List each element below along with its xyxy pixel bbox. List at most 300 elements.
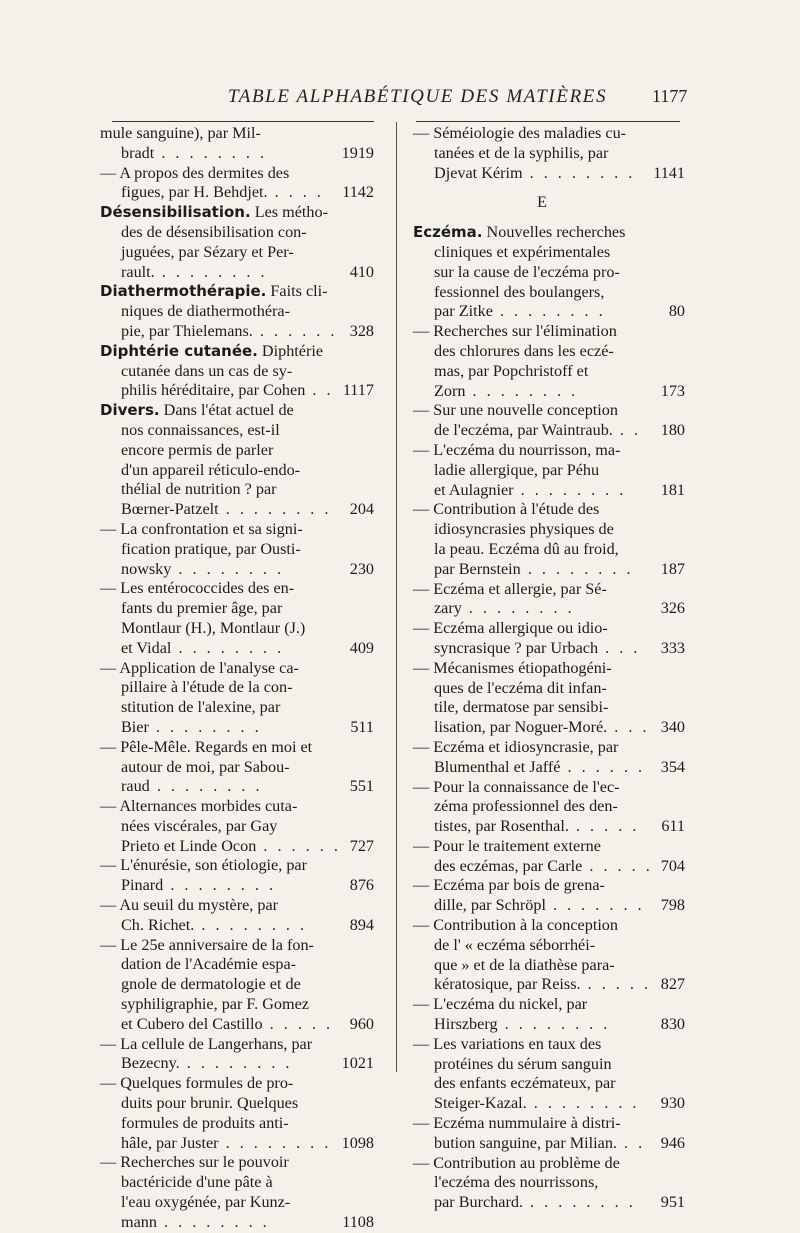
index-entry	[413, 322, 683, 401]
leader-dots: . . . . . . . .	[149, 777, 263, 796]
entry-text: que » et de la diathèse para-	[434, 955, 615, 974]
entry-line	[100, 1015, 372, 1035]
leader-dots: . . . . . . . .	[171, 638, 285, 657]
entry-text: des eczémas, par Carle	[434, 856, 583, 875]
entry-line	[413, 243, 683, 263]
entry-text: figues, par H. Behdjet.	[121, 183, 268, 202]
entry-first-line	[413, 1154, 683, 1174]
entry-line	[100, 500, 372, 520]
entry-text: syncrasique ? par Urbach	[434, 638, 599, 657]
entry-line	[100, 1213, 372, 1233]
entry-page-number: 1142	[342, 183, 374, 202]
index-entry	[413, 223, 683, 322]
entry-text: et Aulagnier	[434, 480, 514, 499]
entry-text: stitution de l'alexine, par	[121, 698, 281, 717]
leader-dots: . . . . . . . .	[156, 1212, 270, 1231]
leader-dots: . . . . . .	[256, 836, 341, 855]
entry-text: Faits cli-	[270, 282, 328, 301]
index-entry	[413, 659, 683, 738]
leader-dots: . . . . . . . .	[523, 1193, 636, 1212]
entry-first-line	[100, 124, 372, 144]
entry-first-line	[100, 1074, 372, 1094]
leader-dots: . . . . . .	[252, 321, 338, 340]
entry-line	[413, 599, 683, 619]
entry-line	[100, 441, 372, 461]
entry-text: duits pour brunir. Quelques	[121, 1094, 299, 1113]
entry-text: gnole de dermatologie et de	[121, 975, 301, 994]
entry-first-line	[100, 856, 372, 876]
entry-text: Montlaur (H.), Montlaur (J.)	[121, 618, 306, 637]
entry-page-number: 611	[661, 817, 685, 836]
entry-text: Diphtérie	[261, 341, 324, 360]
leader-dots: . . . . . . . .	[163, 876, 277, 895]
entry-line	[100, 560, 372, 580]
entry-line	[413, 679, 683, 699]
entry-line	[100, 758, 372, 778]
entry-text: — Contribution à la conception	[413, 916, 618, 935]
entry-text: mann	[121, 1212, 157, 1231]
entry-page-number: 1919	[341, 143, 374, 162]
entry-text: dation de l'Académie espa-	[121, 955, 297, 974]
entry-text: tile, dermatose par sensibi-	[434, 698, 609, 717]
entry-page-number: 511	[350, 717, 374, 736]
entry-text: hâle, par Juster	[121, 1133, 219, 1152]
entry-first-line	[413, 778, 683, 798]
leader-dots: . . . . . .	[560, 757, 646, 776]
entry-line	[413, 1074, 683, 1094]
entry-first-line	[100, 738, 372, 758]
leader-dots: . . . . . . . .	[526, 1094, 640, 1113]
entry-line	[413, 698, 683, 718]
index-entry	[100, 579, 372, 658]
entry-text: Steiger-Kazal.	[434, 1094, 527, 1113]
entry-line	[413, 1015, 683, 1035]
entry-text: des chlorures dans les eczé-	[434, 341, 614, 360]
entry-line	[413, 817, 683, 837]
leader-dots: . . . . . . . .	[492, 302, 606, 321]
entry-first-line	[413, 223, 683, 243]
entry-line	[413, 936, 683, 956]
entry-text: — L'énurésie, son étiologie, par	[100, 856, 307, 875]
left-column	[100, 124, 372, 1233]
entry-text: — L'eczéma du nourrisson, ma-	[413, 440, 621, 459]
entry-first-line	[413, 619, 683, 639]
entry-text: tanées et de la syphilis, par	[434, 143, 609, 162]
entry-line	[413, 1055, 683, 1075]
entry-page-number: 1141	[653, 163, 685, 182]
right-column-main	[413, 223, 683, 1213]
entry-text: zary	[434, 599, 462, 618]
page-number: 1177	[652, 86, 688, 106]
entry-first-line	[413, 1035, 683, 1055]
entry-text: — Eczéma nummulaire à distri-	[413, 1114, 621, 1133]
entry-text: Dans l'état actuel de	[163, 401, 294, 420]
entry-line	[100, 1054, 372, 1074]
index-entry	[413, 401, 683, 441]
entry-line	[100, 698, 372, 718]
leader-dots: . . . . . . . .	[513, 480, 627, 499]
entry-line	[413, 1094, 683, 1114]
entry-text: Bezecny.	[121, 1054, 180, 1073]
entry-first-line	[100, 797, 372, 817]
entry-line	[413, 1193, 683, 1213]
entry-line	[413, 342, 683, 362]
column-divider	[396, 122, 397, 1072]
entry-page-number: 830	[660, 1015, 685, 1034]
entry-text: — Les entérococcides des en-	[100, 579, 295, 598]
entry-first-line	[413, 401, 683, 421]
entry-text: de l'eczéma, par Waintraub.	[434, 421, 613, 440]
entry-text: de l' « eczéma séborrhéi-	[434, 935, 596, 954]
leader-dots: . . . . . . . .	[194, 915, 308, 934]
entry-line	[413, 956, 683, 976]
leader-dots: . . . . . . . .	[179, 1054, 293, 1073]
entry-text: — Eczéma et idiosyncrasie, par	[413, 737, 619, 756]
entry-page-number: 187	[660, 559, 685, 578]
entry-first-line	[413, 322, 683, 342]
entry-first-line	[100, 282, 372, 302]
entry-first-line	[100, 896, 372, 916]
entry-page-number: 409	[349, 638, 374, 657]
entry-page-number: 326	[660, 599, 685, 618]
entry-text: Bier	[121, 717, 149, 736]
entry-line	[413, 362, 683, 382]
entry-text: raud	[121, 777, 150, 796]
entry-text: nowsky	[121, 559, 172, 578]
entry-text: pillaire à l'étude de la con-	[121, 678, 293, 697]
index-entry	[413, 441, 683, 500]
entry-line	[413, 481, 683, 501]
index-entry	[100, 936, 372, 1035]
entry-line	[100, 144, 372, 164]
index-entry	[413, 619, 683, 659]
entry-text: par Bernstein	[434, 559, 521, 578]
index-entry	[413, 995, 683, 1035]
index-entry	[413, 837, 683, 877]
index-entry	[100, 520, 372, 579]
entry-text: niques de diathermothéra-	[121, 302, 291, 321]
entry-line	[100, 995, 372, 1015]
entry-page-number: 410	[349, 262, 374, 281]
entry-line	[100, 243, 372, 263]
entry-line	[413, 560, 683, 580]
entry-line	[413, 144, 683, 164]
entry-text: — Les variations en taux des	[413, 1034, 602, 1053]
entry-keyword: Désensibilisation.	[100, 203, 251, 222]
index-entry	[413, 1154, 683, 1213]
entry-text: — Alternances morbides cuta-	[100, 797, 298, 816]
entry-line	[413, 302, 683, 322]
entry-line	[413, 797, 683, 817]
entry-page-number: 181	[660, 480, 685, 499]
header-rule-right	[416, 121, 680, 122]
entry-text: encore permis de parler	[121, 440, 274, 459]
entry-line	[100, 718, 372, 738]
entry-text: rault.	[121, 262, 155, 281]
entry-text: — Le 25e anniversaire de la fon-	[100, 935, 314, 954]
entry-text: kératosique, par Reiss.	[434, 975, 581, 994]
entry-first-line	[413, 1114, 683, 1134]
leader-dots: . . .	[607, 718, 650, 737]
entry-text: fication pratique, par Ousti-	[121, 539, 301, 558]
index-entry	[100, 797, 372, 856]
header-rule-left	[112, 121, 374, 122]
index-entry	[413, 916, 683, 995]
index-entry	[100, 282, 372, 341]
index-entry	[100, 738, 372, 797]
entry-keyword: Eczéma.	[413, 223, 483, 242]
leader-dots: . .	[305, 381, 334, 400]
entry-page-number: 1021	[341, 1054, 374, 1073]
index-entry	[413, 580, 683, 620]
entry-text: formules de produits anti-	[121, 1113, 289, 1132]
entry-line	[100, 916, 372, 936]
entry-text: cutanée dans un cas de sy-	[121, 361, 293, 380]
entry-first-line	[100, 164, 372, 184]
entry-text: — A propos des dermites des	[100, 163, 290, 182]
index-entry	[100, 1074, 372, 1153]
entry-line	[413, 461, 683, 481]
entry-text: — Eczéma par bois de grena-	[413, 876, 605, 895]
entry-text: Blumenthal et Jaffé	[434, 757, 561, 776]
entry-first-line	[100, 520, 372, 540]
entry-line	[413, 1173, 683, 1193]
entry-line	[413, 263, 683, 283]
entry-line	[413, 520, 683, 540]
leader-dots: . . .	[598, 638, 641, 657]
entry-text: — La confrontation et sa signi-	[100, 519, 303, 538]
entry-text: Bœrner-Patzelt	[121, 500, 219, 519]
entry-text: bution sanguine, par Milian.	[434, 1133, 617, 1152]
entry-page-number: 930	[660, 1094, 685, 1113]
entry-page-number: 173	[660, 381, 685, 400]
entry-text: Djevat Kérim	[434, 163, 523, 182]
entry-text: Prieto et Linde Ocon	[121, 836, 257, 855]
entry-text: — Application de l'analyse ca-	[100, 658, 299, 677]
index-entry	[100, 896, 372, 936]
leader-dots: . . . . . . . .	[218, 1133, 332, 1152]
entry-text: Ch. Richet.	[121, 915, 195, 934]
entry-text: zéma professionnel des den-	[434, 797, 618, 816]
right-column	[413, 124, 683, 1213]
entry-page-number: 340	[660, 718, 685, 737]
entry-text: — Pour le traitement externe	[413, 836, 601, 855]
entry-text: bactéricide d'une pâte à	[121, 1173, 273, 1192]
entry-first-line	[100, 579, 372, 599]
entry-page-number: 876	[349, 876, 374, 895]
entry-line	[100, 975, 372, 995]
entry-page-number: 827	[660, 975, 685, 994]
entry-line	[100, 837, 372, 857]
entry-text: lisation, par Noguer-Moré.	[434, 718, 608, 737]
leader-dots: . . . . . . . .	[465, 381, 579, 400]
leader-dots: . . . . . . . .	[171, 559, 285, 578]
entry-page-number: 1117	[342, 381, 374, 400]
entry-line	[413, 758, 683, 778]
entry-line	[100, 777, 372, 797]
index-entry	[413, 1035, 683, 1114]
entry-text: sur la cause de l'eczéma pro-	[434, 262, 620, 281]
entry-first-line	[413, 659, 683, 679]
entry-text: cliniques et expérimentales	[434, 242, 611, 261]
leader-dots: . . . . . . . .	[148, 717, 262, 736]
entry-page-number: 727	[349, 836, 374, 855]
entry-line	[413, 718, 683, 738]
page-header	[0, 86, 800, 116]
entry-first-line	[100, 1153, 372, 1173]
entry-first-line	[413, 876, 683, 896]
entry-text: bradt	[121, 143, 155, 162]
entry-page-number: 894	[349, 915, 374, 934]
entry-text: d'un appareil réticulo-endo-	[121, 460, 301, 479]
entry-line	[100, 876, 372, 896]
entry-text: et Cubero del Castillo	[121, 1014, 263, 1033]
entry-first-line	[413, 124, 683, 144]
index-entry	[100, 203, 372, 282]
entry-text: — Pour la connaissance de l'ec-	[413, 777, 620, 796]
entry-text: nos connaissances, est-il	[121, 420, 280, 439]
entry-text: ques de l'eczéma dit infan-	[434, 678, 607, 697]
entry-text: thélial de nutrition ? par	[121, 480, 277, 499]
entry-first-line	[100, 401, 372, 421]
entry-line	[413, 639, 683, 659]
entry-line	[100, 1094, 372, 1114]
entry-text: Pinard	[121, 876, 164, 895]
entry-text: — Séméiologie des maladies cu-	[413, 124, 627, 142]
entry-first-line	[413, 441, 683, 461]
entry-page-number: 354	[660, 757, 685, 776]
entry-line	[413, 896, 683, 916]
index-entry	[413, 500, 683, 579]
entry-line	[100, 1134, 372, 1154]
entry-text: — Quelques formules de pro-	[100, 1074, 294, 1093]
entry-line	[413, 857, 683, 877]
leader-dots: . . . . . . . .	[154, 262, 268, 281]
entry-text: juguées, par Sézary et Per-	[121, 242, 294, 261]
entry-line	[100, 381, 372, 401]
entry-text: idiosyncrasies physiques de	[434, 520, 614, 539]
section-letter: E	[537, 194, 547, 212]
entry-text: syphiligraphie, par F. Gomez	[121, 995, 309, 1014]
entry-line	[413, 421, 683, 441]
entry-line	[100, 1173, 372, 1193]
entry-line	[100, 599, 372, 619]
index-entry	[100, 659, 372, 738]
entry-page-number: 204	[349, 500, 374, 519]
entry-text: l'eau oxygénée, par Kunz-	[121, 1193, 291, 1212]
entry-text: ladie allergique, par Péhu	[434, 460, 600, 479]
entry-text: mas, par Popchristoff et	[434, 361, 589, 380]
entry-text: — Mécanismes étiopathogéni-	[413, 658, 612, 677]
entry-text: Zorn	[434, 381, 466, 400]
index-entry	[100, 856, 372, 896]
entry-keyword: Divers.	[100, 401, 160, 420]
entry-text: — Eczéma et allergie, par Sé-	[413, 579, 607, 598]
entry-text: — Recherches sur le pouvoir	[100, 1153, 289, 1172]
entry-first-line	[100, 203, 372, 223]
index-entry	[413, 124, 683, 183]
entry-text: des enfants eczémateux, par	[434, 1074, 616, 1093]
entry-line	[100, 302, 372, 322]
entry-first-line	[413, 916, 683, 936]
entry-line	[413, 164, 683, 184]
index-entry	[413, 738, 683, 778]
leader-dots: . . . . .	[580, 975, 652, 994]
entry-page-number: 960	[349, 1014, 374, 1033]
entry-line	[100, 223, 372, 243]
entry-page-number: 1098	[341, 1133, 374, 1152]
entry-line	[100, 619, 372, 639]
entry-page-number: 180	[660, 421, 685, 440]
leader-dots: . . . . . . . .	[522, 163, 636, 182]
entry-line	[413, 1134, 683, 1154]
entry-line	[100, 263, 372, 283]
entry-page-number: 704	[660, 856, 685, 875]
entry-text: — Sur une nouvelle conception	[413, 401, 618, 420]
entry-line	[100, 817, 372, 837]
entry-text: par Burchard.	[434, 1193, 523, 1212]
leader-dots: . .	[612, 421, 642, 440]
entry-first-line	[413, 738, 683, 758]
entry-text: — Pêle-Mêle. Regards en moi et	[100, 737, 313, 756]
entry-line	[100, 183, 372, 203]
entry-first-line	[100, 659, 372, 679]
entry-first-line	[413, 837, 683, 857]
running-title: TABLE ALPHABÉTIQUE DES MATIÈRES	[228, 86, 608, 107]
entry-text: dille, par Schröpl	[434, 896, 546, 915]
entry-text: tistes, par Rosenthal.	[434, 817, 569, 836]
entry-page-number: 333	[660, 638, 685, 657]
entry-page-number: 951	[660, 1193, 685, 1212]
entry-first-line	[413, 995, 683, 1015]
entry-line	[100, 1193, 372, 1213]
index-entry	[100, 342, 372, 401]
leader-dots: . . . . . . . .	[154, 143, 268, 162]
entry-text: Les métho-	[254, 203, 329, 222]
entry-page-number: 328	[349, 321, 374, 340]
entry-text: pie, par Thielemans.	[121, 321, 253, 340]
entry-text: autour de moi, par Sabou-	[121, 757, 290, 776]
entry-text: Nouvelles recherches	[486, 223, 626, 242]
index-entry	[100, 401, 372, 520]
entry-text: fants du premier âge, par	[121, 599, 283, 618]
entry-text: — L'eczéma du nickel, par	[413, 995, 588, 1014]
entry-line	[413, 540, 683, 560]
entry-line	[100, 678, 372, 698]
entry-page-number: 80	[668, 302, 685, 321]
entry-line	[100, 955, 372, 975]
index-entry	[413, 1114, 683, 1154]
leader-dots: . . . . . . . .	[520, 559, 634, 578]
entry-line	[100, 461, 372, 481]
entry-first-line	[100, 1035, 372, 1055]
entry-text: — Contribution à l'étude des	[413, 500, 600, 519]
leader-dots: . . . . . . . .	[497, 1015, 611, 1034]
entry-text: — La cellule de Langerhans, par	[100, 1034, 313, 1053]
index-entry	[100, 1035, 372, 1075]
leader-dots: . . . . .	[568, 817, 640, 836]
entry-text: nées viscérales, par Gay	[121, 816, 278, 835]
entry-keyword: Diphtérie cutanée.	[100, 341, 258, 360]
entry-page-number: 1108	[342, 1212, 374, 1231]
entry-first-line	[100, 936, 372, 956]
leader-dots: . . . . . . . .	[218, 500, 332, 519]
leader-dots: . . . . . . .	[545, 896, 645, 915]
entry-text: par Zitke	[434, 302, 493, 321]
entry-text: et Vidal	[121, 638, 172, 657]
index-entry	[413, 876, 683, 916]
entry-page-number: 551	[349, 777, 374, 796]
